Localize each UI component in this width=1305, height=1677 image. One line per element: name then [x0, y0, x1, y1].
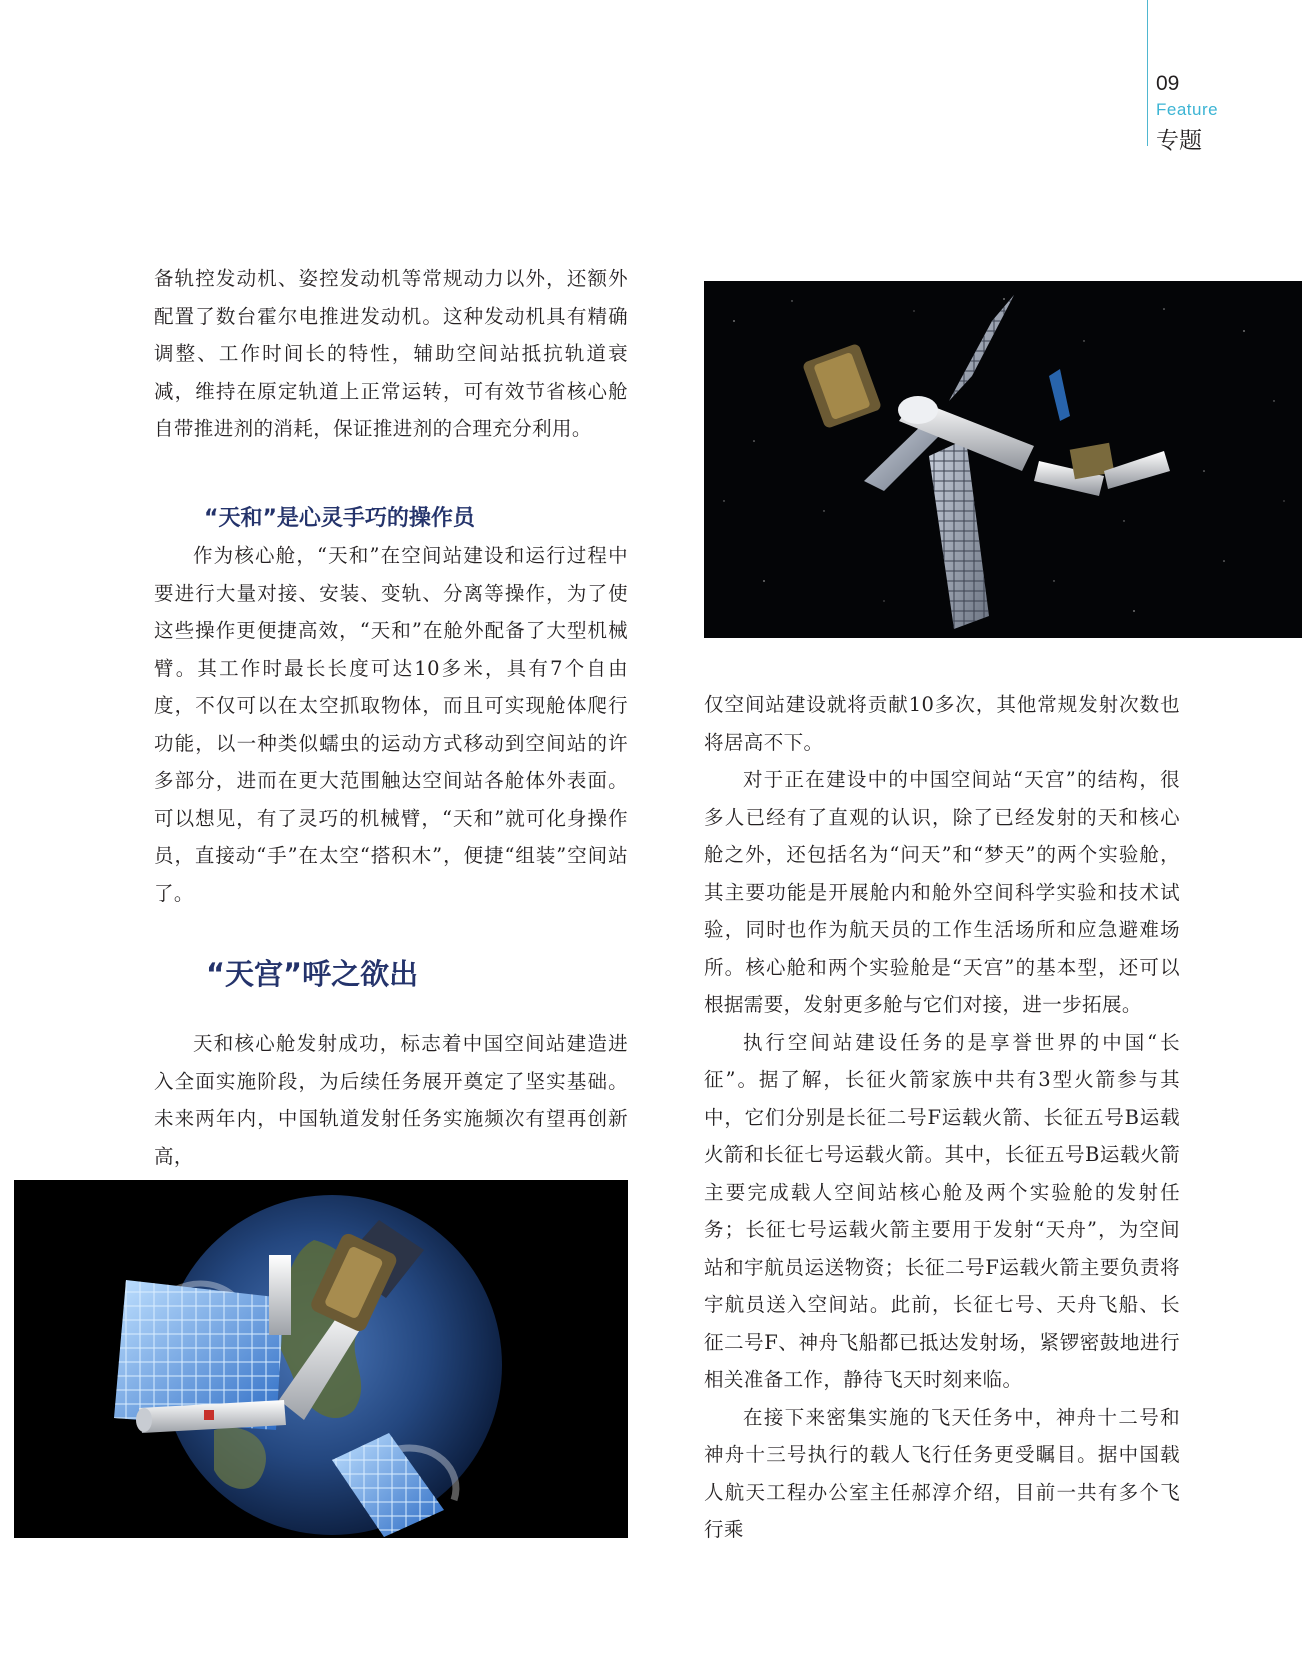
space-station-starfield-photo	[704, 281, 1302, 638]
section-heading-tiangong: “天宫”呼之欲出	[206, 957, 419, 991]
launch-paragraph: 天和核心舱发射成功，标志着中国空间站建造进入全面实施阶段，为后续任务展开奠定了坚实基础。未来两年内，中国轨道发射任务实施频次有望再创新高，	[154, 1032, 628, 1168]
rocket-paragraph: 执行空间站建设任务的是享誉世界的中国“长征”。据了解，长征火箭家族中共有3型火箭参与其中，它们分别是长征二号F运载火箭、长征五号B运载火箭和长征七号运载火箭。其中，长征五号B运载火箭主要完成载人空间站核心舱及两个实验舱的发射任务；长征七号运载火箭主要用于发射“天舟”，为空间站和宇航员运送物资；长征二号F运载火箭主要负责将宇航员送入空间站。此前，长征七号、天舟飞船、长征二号F、神舟飞船都已抵达发射场，紧锣密鼓地进行相关准备工作，静待飞天时刻来临。	[704, 1030, 1180, 1391]
tiangong-section	[154, 952, 628, 993]
tianhe-operator-section	[154, 500, 628, 912]
header-divider	[1147, 0, 1148, 146]
launch-section	[154, 1025, 628, 1175]
space-station-illustration	[704, 281, 1302, 638]
subheading-tianhe: “天和”是心灵手巧的操作员	[204, 506, 475, 531]
left-column	[154, 260, 628, 448]
section-label-en: Feature	[1156, 100, 1219, 119]
continuation-paragraph: 仅空间站建设就将贡献10多次，其他常规发射次数也将居高不下。	[704, 693, 1180, 754]
robot-arm-paragraph: 作为核心舱，“天和”在空间站建设和运行过程中要进行大量对接、安装、变轨、分离等操作，为了使这些操作更便捷高效，“天和”在舱外配备了大型机械臂。其工作时最长长度可达10多米，具有7个自由度，不仅可以在太空抓取物体，而且可实现舱体爬行功能，以一种类似蠕虫的运动方式移动到空间站的许多部分，进而在更大范围触达空间站各舱体外表面。可以想见，有了灵巧的机械臂，“天和”就可化身操作员，直接动“手”在太空“搭积木”，便捷“组装”空间站了。	[154, 544, 628, 905]
right-column	[704, 686, 1180, 1549]
section-label-zh: 专题	[1156, 128, 1202, 154]
intro-paragraph: 备轨控发动机、姿控发动机等常规动力以外，还额外配置了数台霍尔电推进发动机。这种发动机具有精确调整、工作时间长的特性，辅助空间站抵抗轨道衰减，维持在原定轨道上正常运转，可有效节省核心舱自带推进剂的消耗，保证推进剂的合理充分利用。	[154, 267, 628, 440]
space-station-earth-illustration	[14, 1180, 628, 1538]
page-number: 09	[1156, 72, 1180, 95]
structure-paragraph: 对于正在建设中的中国空间站“天宫”的结构，很多人已经有了直观的认识，除了已经发射的天和核心舱之外，还包括名为“问天”和“梦天”的两个实验舱，其主要功能是开展舱内和舱外空间科学实验和技术试验，同时也作为航天员的工作生活场所和应急避难场所。核心舱和两个实验舱是“天宫”的基本型，还可以根据需要，发射更多舱与它们对接，进一步拓展。	[704, 768, 1180, 1016]
space-station-earth-photo	[14, 1180, 628, 1538]
mission-paragraph: 在接下来密集实施的飞天任务中，神舟十二号和神舟十三号执行的载人飞行任务更受瞩目。据中国载人航天工程办公室主任郝淳介绍，目前一共有多个飞行乘	[704, 1405, 1180, 1541]
